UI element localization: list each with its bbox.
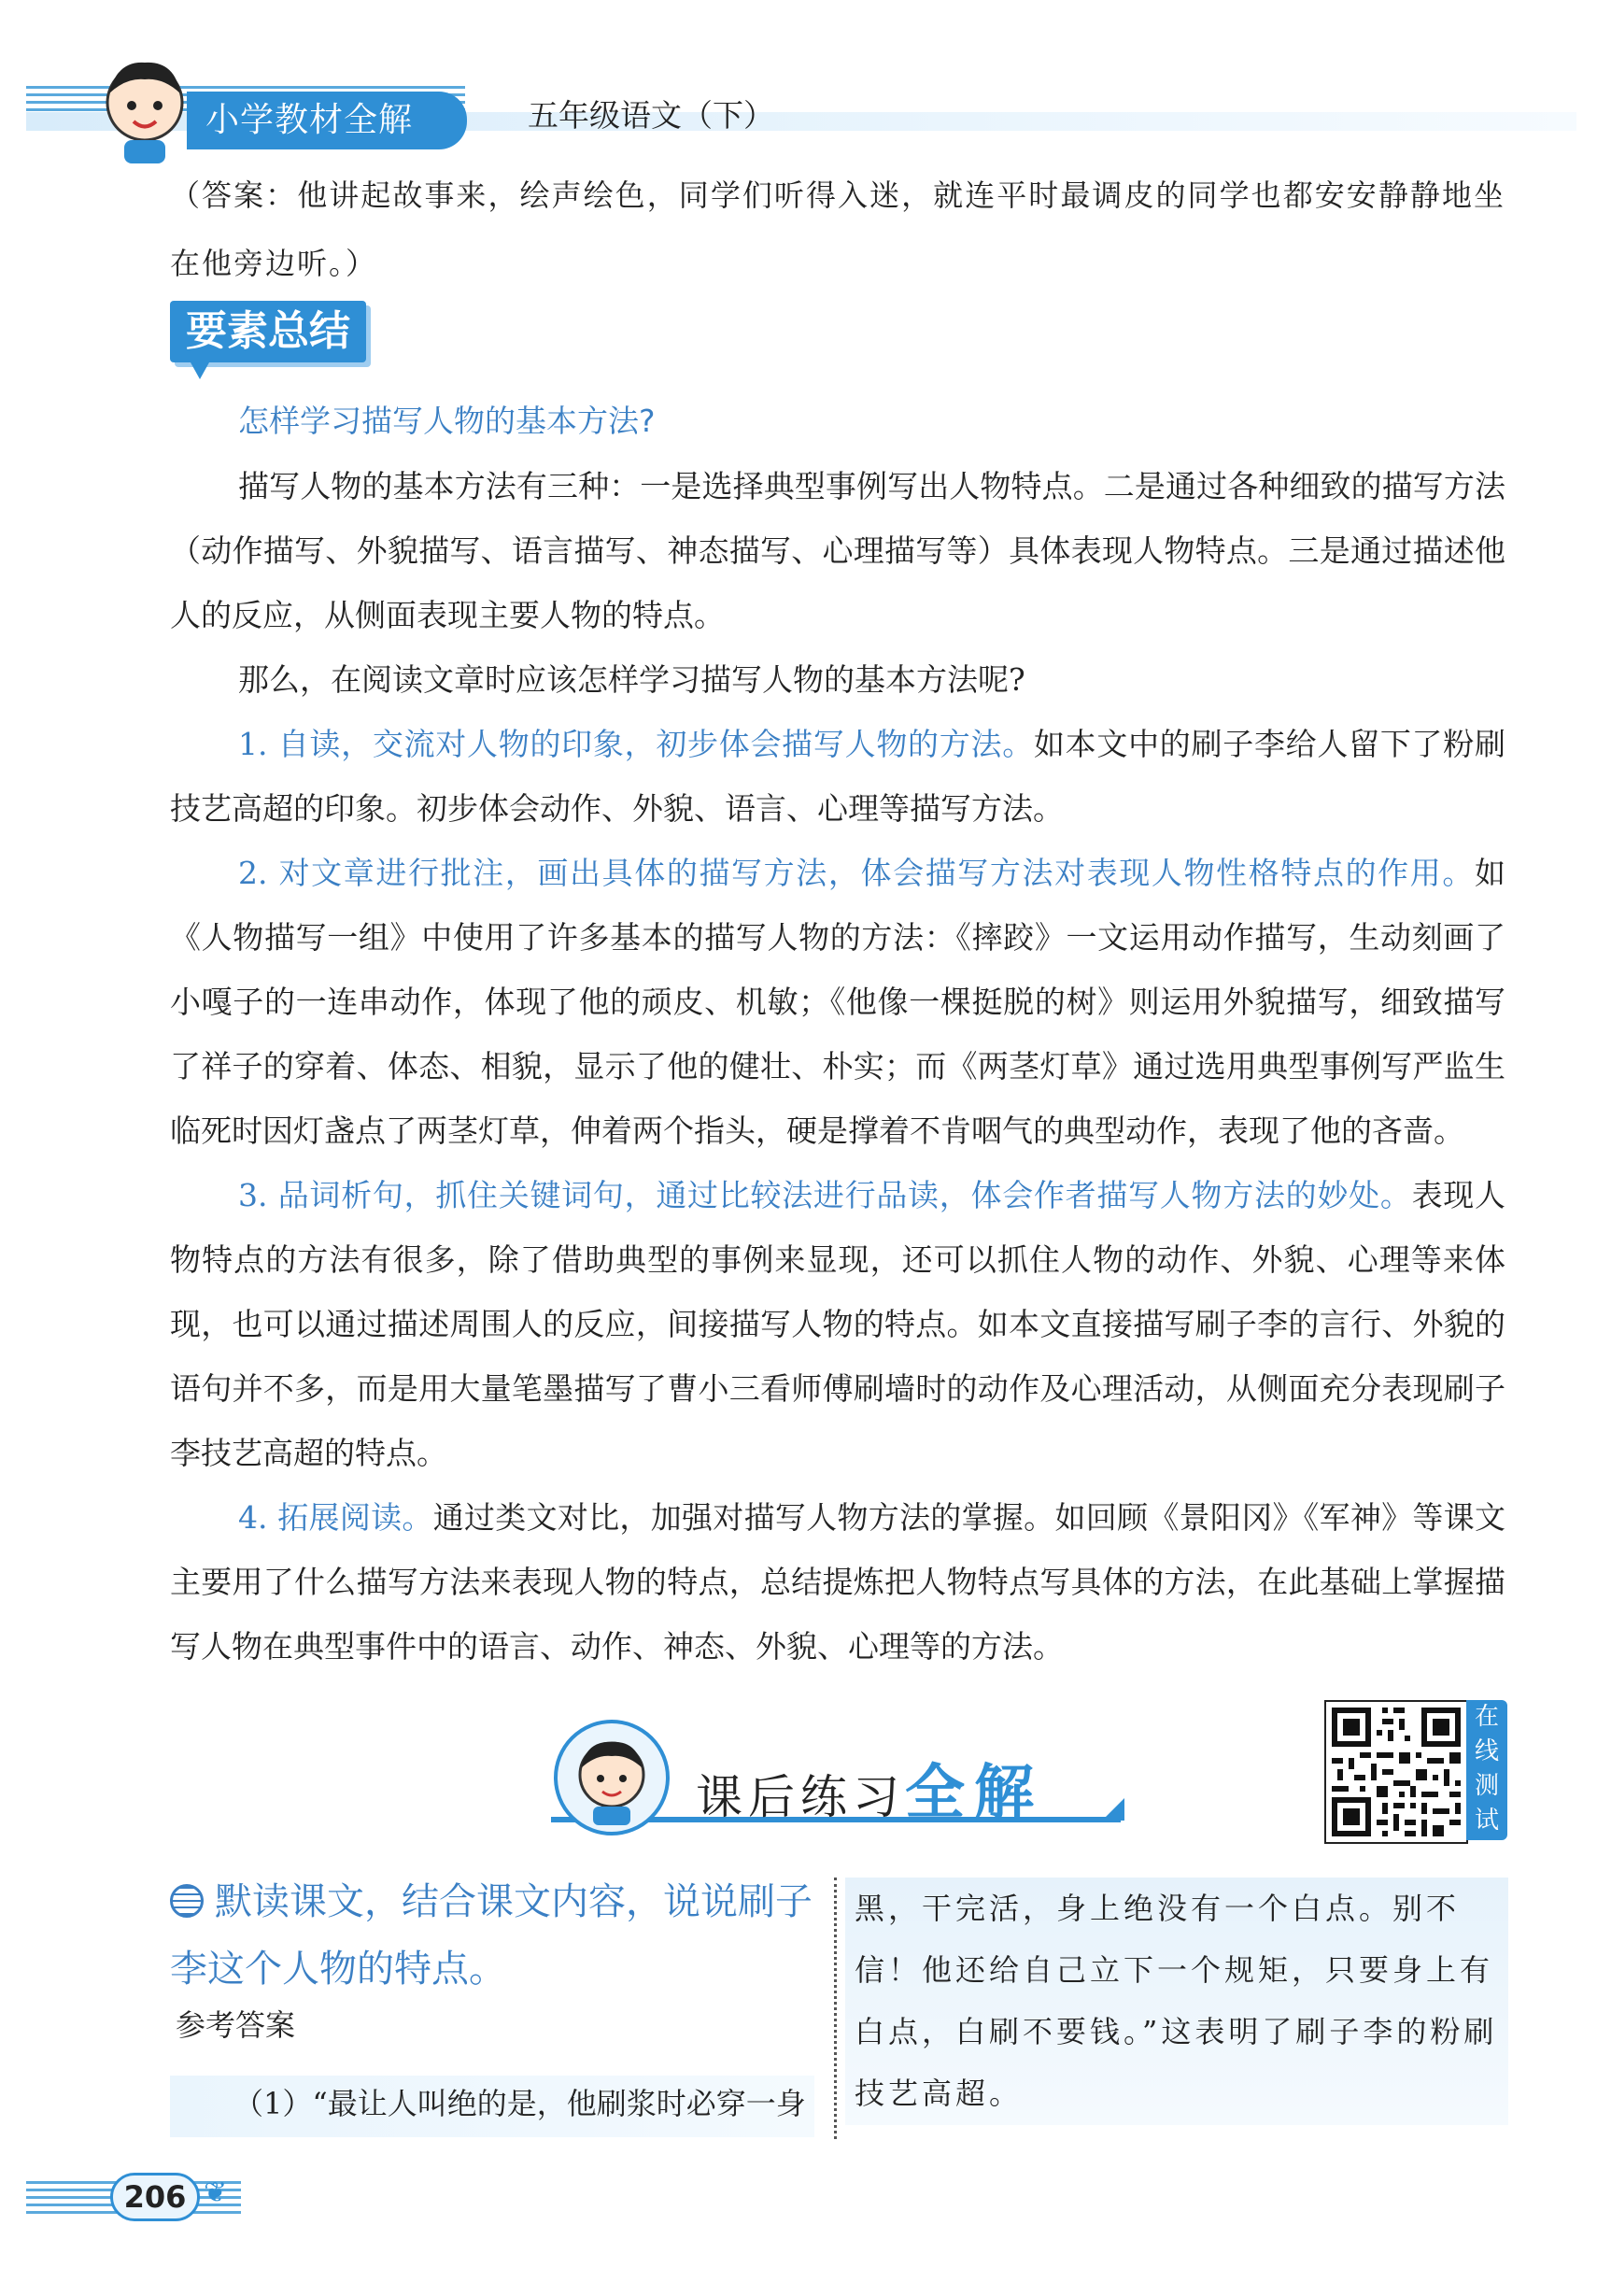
- banner-arrow: [1102, 1798, 1124, 1821]
- answer-continuation-text: 黑，干完活，身上绝没有一个白点。别不信！他还给自己立下一个规矩，只要身上有白点，白刷不要钱。”这表明了刷子李的粉刷技艺高超。: [855, 1891, 1498, 2111]
- section-badge: [170, 301, 366, 362]
- paragraph-methods-overview: 描写人物的基本方法有三种：一是选择典型事例写出人物特点。二是通过各种细致的描写方法（动作描写、外貌描写、语言描写、神态描写、心理描写等）具体表现人物特点。三是通过描述他人的反应，从侧面表现主要人物的特点。: [170, 468, 1505, 633]
- step-4-lead: 4. 拓展阅读。: [238, 1499, 433, 1536]
- exercise-question-text: 默读课文，结合课文内容，说说刷子李这个人物的特点。: [170, 1880, 813, 1991]
- page-number: 206: [110, 2173, 200, 2221]
- reference-answer-label: 参考答案: [176, 2007, 296, 2043]
- step-1-lead: 1. 自读，交流对人物的印象，初步体会描写人物的方法。: [238, 726, 1034, 762]
- step-4-body: 通过类文对比，加强对描写人物方法的掌握。如回顾《景阳冈》《军神》等课文主要用了什么描写方法来表现人物的特点，总结提炼把人物特点写具体的方法，在此基础上掌握描写人物在典型事件中的语言、动作、神态、外貌、心理等的方法。: [170, 1499, 1505, 1665]
- online-test-label[interactable]: [1466, 1700, 1507, 1840]
- reference-answer-line: （1）“最让人叫绝的是，他刷浆时必穿一身: [233, 2086, 806, 2121]
- paragraph-step-4: [170, 1485, 1505, 1679]
- answer-continuation: （答案：他讲起故事来，绘声绘色，同学们听得入迷，就连平时最调皮的同学也都安安静静地坐在他旁边听。）: [170, 177, 1505, 281]
- leaf-icon: ❦: [204, 2176, 228, 2209]
- exercise-question: [170, 1868, 824, 2003]
- online-test-char: 在: [1474, 1703, 1499, 1731]
- step-2-lead: 2. 对文章进行批注，画出具体的描写方法，体会描写方法对表现人物性格特点的作用。: [238, 855, 1475, 891]
- online-test-char: 测: [1474, 1772, 1499, 1800]
- column-divider: [834, 1878, 837, 2139]
- paragraph-step-2: [170, 841, 1505, 1163]
- banner-title-small: 课后练习: [696, 1770, 905, 1824]
- qr-code-icon[interactable]: [1324, 1700, 1468, 1844]
- step-3-body: 表现人物特点的方法有很多，除了借助典型的事例来显现，还可以抓住人物的动作、外貌、心理等来体现，也可以通过描述周围人的反应，间接描写人物的特点。如本文直接描写刷子李的言行、外貌的语句并不多，而是用大量笔墨描写了曹小三看师傅刷墙时的动作及心理活动，从侧面充分表现刷子李技艺高超的特点。: [170, 1177, 1505, 1471]
- mascot-boy-icon: [89, 51, 201, 163]
- paragraph-question: 那么，在阅读文章时应该怎样学习描写人物的基本方法呢?: [238, 661, 1025, 698]
- paragraph-step-3: [170, 1163, 1505, 1485]
- series-title: 小学教材全解: [187, 92, 467, 149]
- question-heading: 怎样学习描写人物的基本方法?: [238, 403, 656, 439]
- practice-banner-title: [696, 1745, 1043, 1831]
- step-3-lead: 3. 品词析句，抓住关键词句，通过比较法进行品读，体会作者描写人物方法的妙处。: [238, 1177, 1412, 1213]
- step-2-body: 如《人物描写一组》中使用了许多基本的描写人物的方法：《摔跤》一文运用动作描写，生动刻画了小嘎子的一连串动作，体现了他的顽皮、机敏；《他像一棵挺脱的树》则运用外貌描写，细致描写了祥子的穿着、体态、相貌，显示了他的健壮、朴实；而《两茎灯草》通过选用典型事例写严监生临死时因灯盏点了两茎灯草，伸着两个指头，硬是撑着不肯咽气的典型动作，表现了他的吝啬。: [170, 855, 1505, 1149]
- question-badge-icon: [170, 1884, 204, 1918]
- paragraph-step-1: [170, 712, 1505, 841]
- banner-title-big: 全解: [905, 1759, 1043, 1828]
- step-1-body: 如本文中的刷子李给人留下了粉刷技艺高超的印象。初步体会动作、外貌、语言、心理等描写方法。: [170, 726, 1505, 827]
- section-badge-label: 要素总结: [186, 307, 350, 355]
- mascot-boy-icon: [551, 1717, 672, 1838]
- online-test-char: 线: [1474, 1737, 1499, 1765]
- grade-subject-label: 五年级语文（下）: [528, 97, 774, 134]
- online-test-char: 试: [1474, 1807, 1499, 1835]
